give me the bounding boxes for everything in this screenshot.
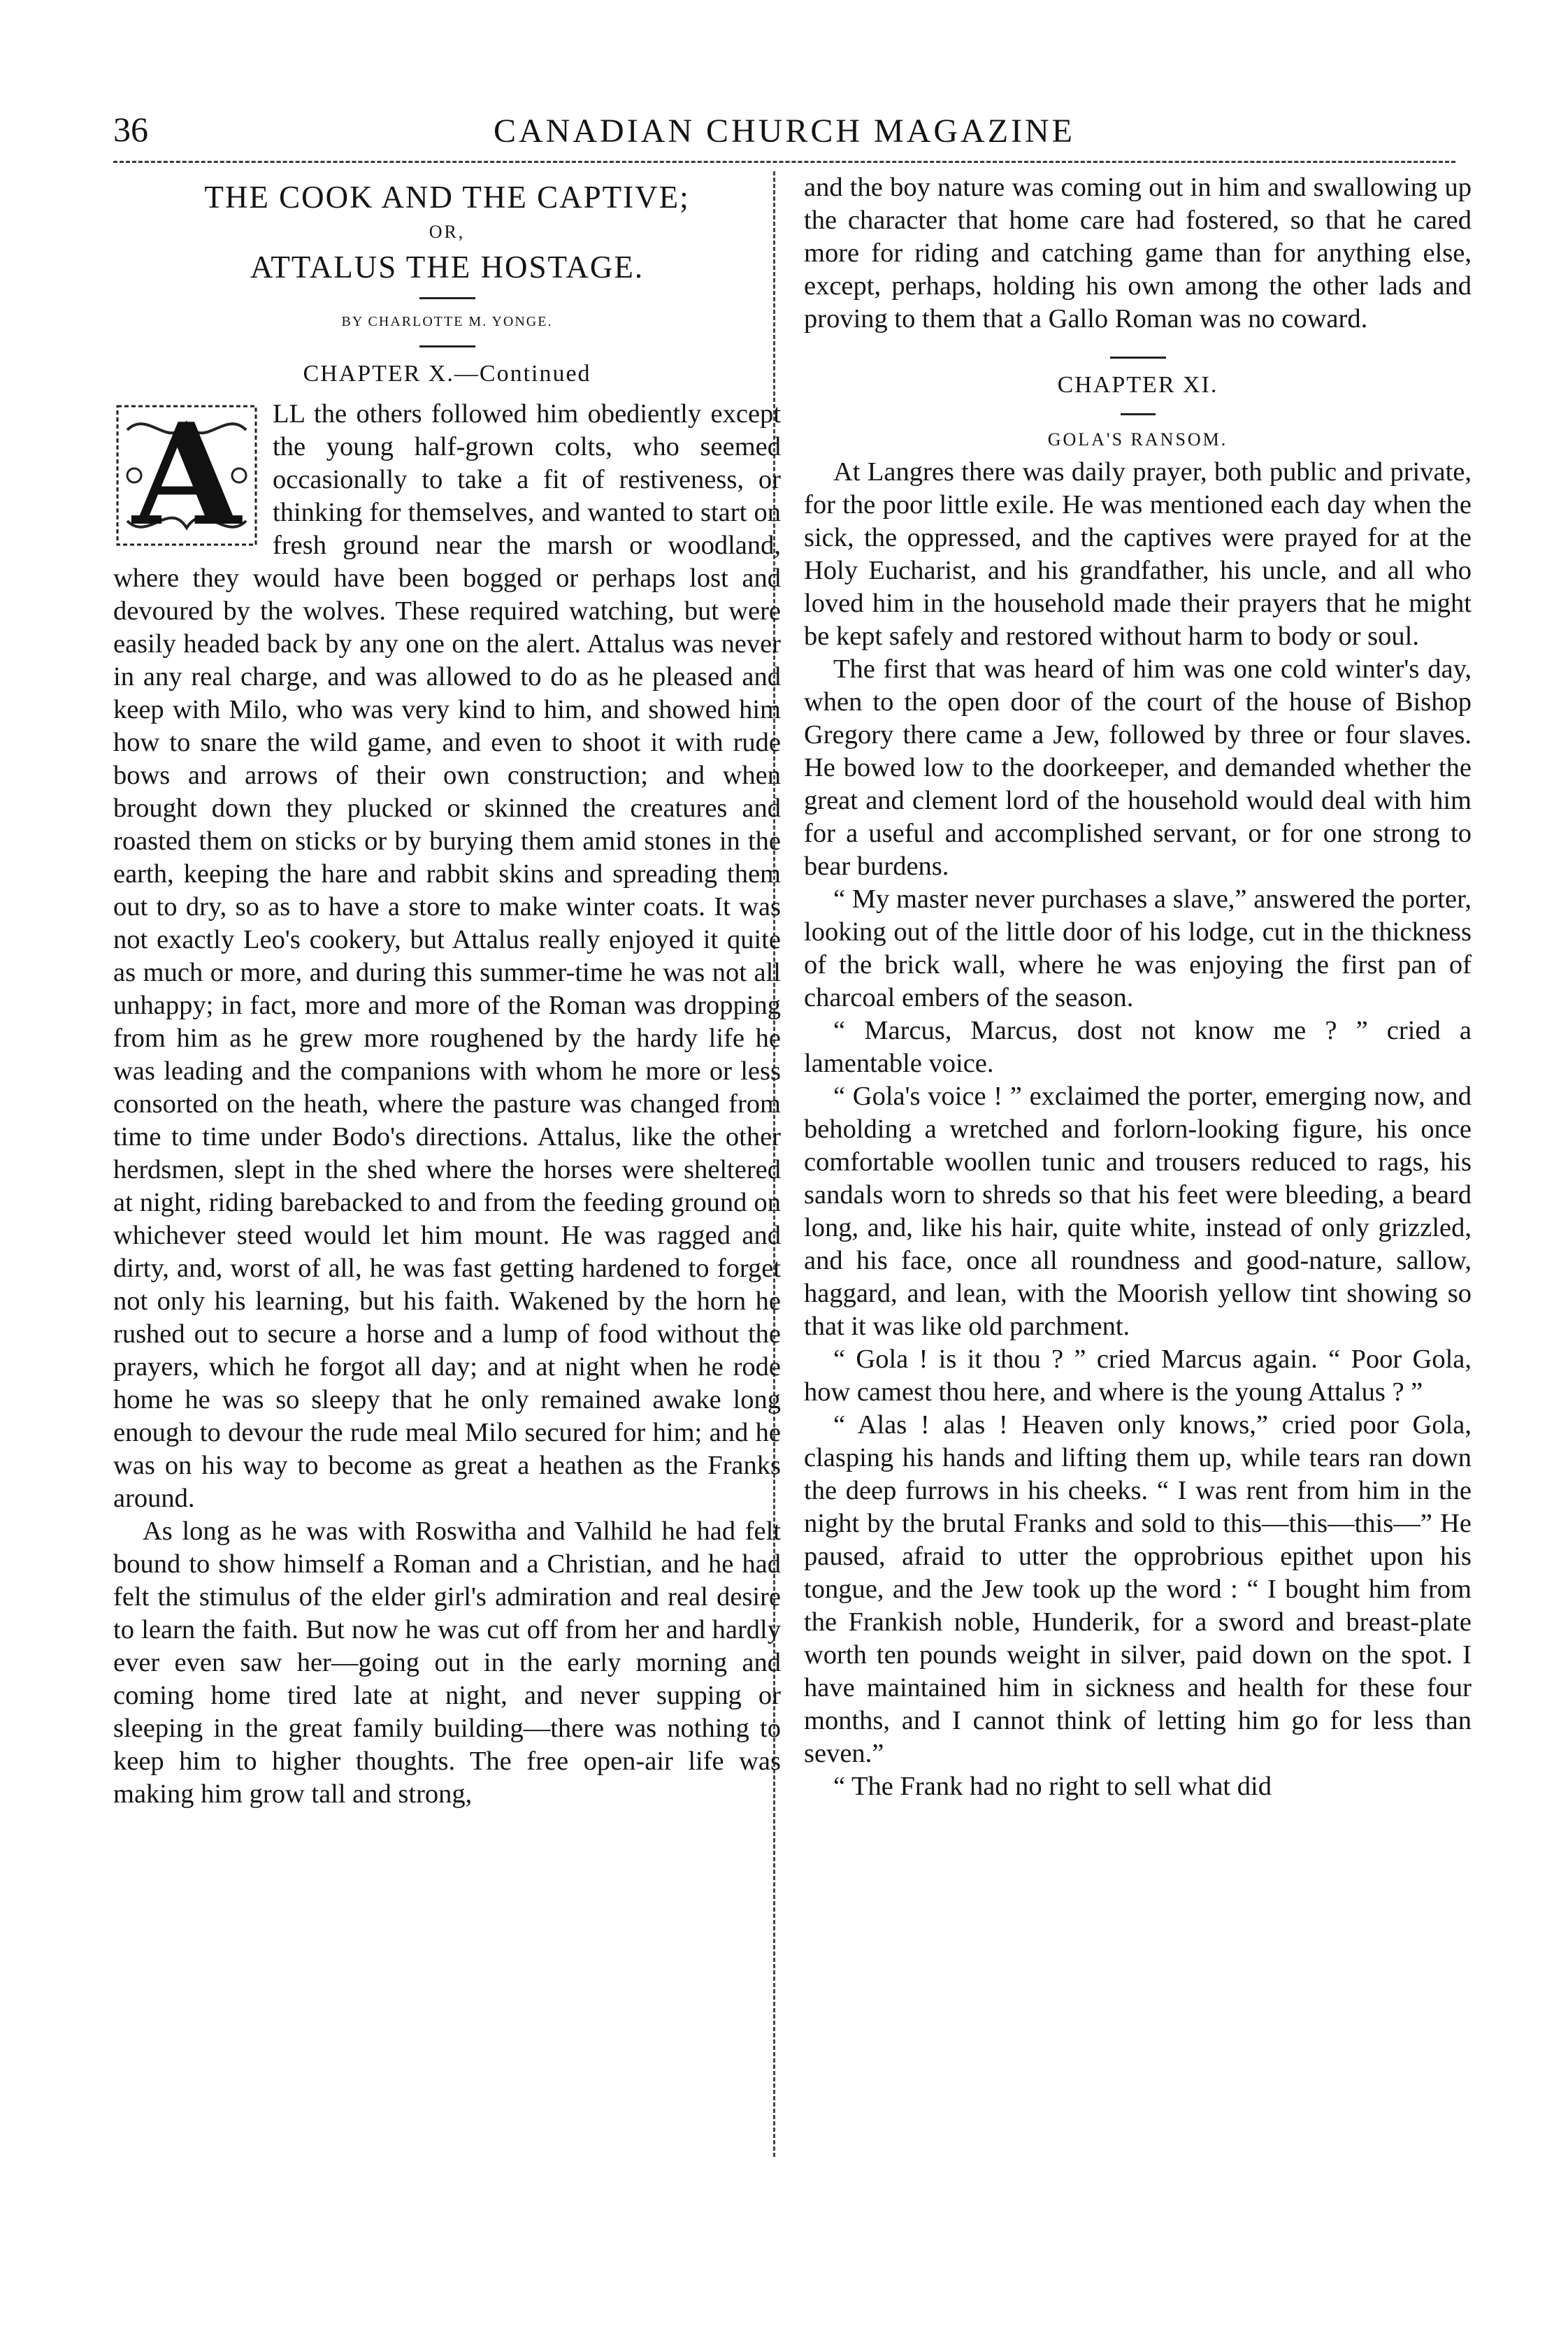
paragraph: The first that was heard of him was one cold winter's day, when to the open door of the court of the house of Bishop Gregory there came a Jew, followed by three or four slaves. He bowed low to the doorkeeper, and demanded whether the great and clement lord of the household would deal with him for a useful and accomplished servant, or for one strong to bear burdens. [804, 654, 1472, 881]
chapter-rule-top [1110, 357, 1166, 359]
chapter-rule-bottom [1121, 413, 1156, 415]
paragraph: “ Gola ! is it thou ? ” cried Marcus again. “ Poor Gola, how camest thou here, and where is the young Attalus ? ” [804, 1344, 1472, 1407]
paragraph: “ Gola's voice ! ” exclaimed the porter, emerging now, and beholding a wretched and forlorn-looking figure, his once comfortable woollen tunic and trousers reduced to rags, his sandals worn to shreds so that his feet were bleeding, a beard long, and, like his hair, quite white, instead of only grizzled, and his face, once all roundness and good-nature, sallow, haggard, and lean, with the Moorish yellow tint showing so that it was like old parchment. [804, 1082, 1472, 1341]
story-subtitle: ATTALUS THE HOSTAGE. [250, 250, 645, 285]
ornamental-drop-cap [113, 393, 260, 557]
right-column [804, 171, 1472, 2269]
author-rule [419, 345, 475, 347]
drop-cap-letter: A [132, 393, 241, 557]
page-header [113, 105, 1455, 163]
chapter-heading-left: CHAPTER X.—Continued [303, 361, 591, 387]
chapter-subtitle: GOLA'S RANSOM. [1047, 429, 1228, 450]
paragraph: As long as he was with Roswitha and Valhild he had felt bound to show himself a Roman and a Christian, and he had felt the stimulus of the elder girl's admiration and real desire to learn the faith. But now he was cut off from her and hardly ever even saw her—going out in the early morning and coming home tired late at night, and never supping or sleeping in the great family building—there was nothing to keep him to higher thoughts. The free open-air life was making him grow tall and strong, [113, 1516, 781, 1809]
story-title: THE COOK AND THE CAPTIVE; [204, 180, 690, 215]
paragraph: “ Alas ! alas ! Heaven only knows,” cried poor Gola, clasping his hands and lifting them up, while tears ran down the deep furrows in his cheeks. “ I was rent from him in the night by the brutal Franks and sold to this—this—this—” He paused, afraid to utter the opprobrious epithet upon his tongue, and the Jew took up the word : “ I bought him from the Frankish noble, Hunderik, for a sword and breast-plate worth ten pounds weight in silver, paid down on the spot. I have maintained him in sickness and health for these four months, and I cannot think of letting him go for less than seven.” [804, 1410, 1472, 1768]
paragraph-continued: and the boy nature was coming out in him and swallowing up the character that home care had fostered, so that he cared more for riding and catching game than for anything else, except, perhaps, holding his own among the other lads and proving to them that a Gallo Roman was no coward. [804, 173, 1472, 334]
story-author: BY CHARLOTTE M. YONGE. [341, 314, 553, 329]
paragraph: “ The Frank had no right to sell what did [833, 1772, 1272, 1801]
page-number: 36 [113, 110, 148, 149]
chapter-heading-right: CHAPTER XI. [1057, 372, 1218, 398]
paragraph: “ My master never purchases a slave,” answered the porter, looking out of the little door of his lodge, cut in the thickness of the brick wall, where he was enjoying the first pan of charcoal embers of the season. [804, 884, 1472, 1012]
magazine-title: CANADIAN CHURCH MAGAZINE [494, 113, 1075, 150]
paragraph-text: LL the others followed him obediently except the young half-grown colts, who seemed occasionally to take a fit of restiveness, or thinking for themselves, and wanted to start on fresh ground near the marsh or woodland, where they would have been bogged or perhaps lost and devoured by the wolves. These required watching, but were easily headed back by any one on the alert. Attalus was never in any real charge, and was allowed to do as he pleased and keep with Milo, who was very kind to him, and showed him how to snare the wild game, and even to shoot it with rude bows and arrows of their own construction; and when brought down they plucked or skinned the creatures and roasted them on sticks or by burying them amid stones in the earth, keeping the hare and rabbit skins and spreading them out to dry, so as to have a store to make winter coats. It was not exactly Leo's cookery, but Attalus really enjoyed it quite as much or more, and during this summer-time he was not all unhappy; in fact, more and more of the Roman was dropping from him as he grew more roughened by the hardy life he was leading and the companions with whom he more or less consorted on the heath, where the pasture was changed from time to time under Bodo's directions. Attalus, like the other herdsmen, slept in the shed where the horses were sheltered at night, riding barebacked to and from the feeding ground on whichever steed would let him mount. He was ragged and dirty, and, worst of all, he was fast getting hardened to forget not only his learning, but his faith. Wakened by the horn he rushed out to secure a horse and a lump of food without the prayers, which he forgot all day; and at night when he rode home he was so sleepy that he only remained awake long enough to devour the rude meal Milo secured for him; and he was on his way to become as great a heathen as the Franks around. [113, 399, 781, 1513]
paragraph: “ Marcus, Marcus, dost not know me ? ” cried a lamentable voice. [804, 1016, 1472, 1078]
paragraph-opening [113, 393, 781, 1515]
paragraph: At Langres there was daily prayer, both public and private, for the poor little exile. He was mentioned each day when the sick, the oppressed, and the captives were prayed for at the Holy Eucharist, and his grandfather, his uncle, and all who loved him in the household made their prayers that he might be kept safely and restored without harm to body or soul. [804, 457, 1472, 651]
story-or: OR, [429, 222, 466, 242]
left-column [113, 171, 781, 2269]
title-rule [419, 297, 475, 299]
